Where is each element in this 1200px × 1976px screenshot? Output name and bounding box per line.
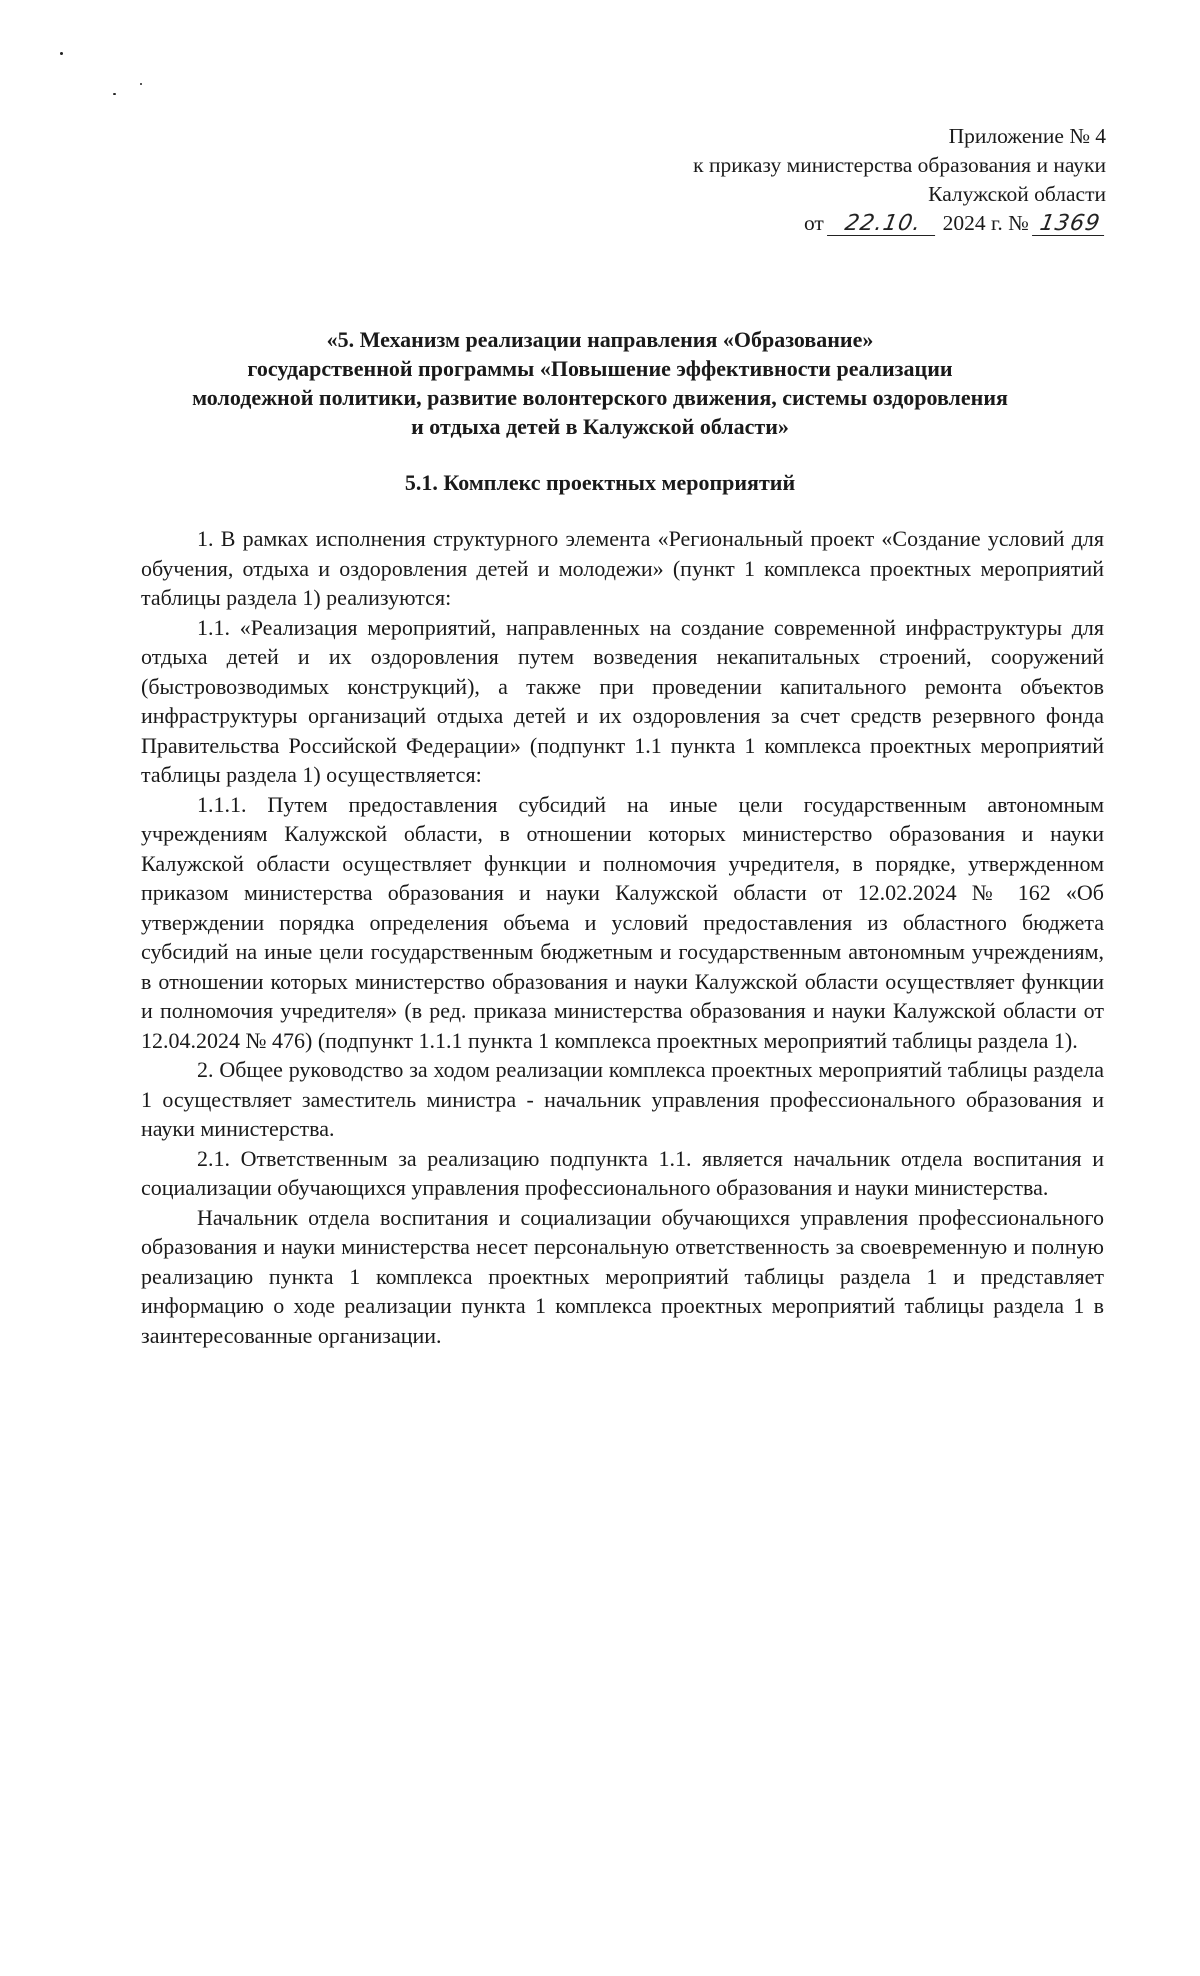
- document-body: [141, 524, 1104, 1350]
- from-label: от: [803, 211, 824, 235]
- paragraph: 1.1. «Реализация мероприятий, направленных на создание современной инфраструктуры для отдыха детей и их оздоровления путем возведения некапитальных строений, сооружений (быстровозводимых конструкций), а также при проведении капитального ремонта объектов инфраструктуры организаций отдыха детей и их оздоровления за счет средств резервного фонда Правительства Российской Федерации» (подпункт 1.1 пункта 1 комплекса проектных мероприятий таблицы раздела 1) осуществляется:: [141, 614, 1104, 787]
- handwritten-order-number: 1369: [1032, 213, 1108, 236]
- section-title: 5.1. Комплекс проектных мероприятий: [404, 470, 796, 495]
- scan-speck: [113, 93, 116, 95]
- year-label: 2024 г. №: [942, 211, 1029, 235]
- document-title: [120, 325, 1080, 441]
- paragraph: Начальник отдела воспитания и социализации обучающихся управления профессионального образования и науки министерства несет персональную ответственность за своевременную и полную реализацию пункта 1 комплекса проектных мероприятий таблицы раздела 1 и представляет информацию о ходе реализации пункта 1 комплекса проектных мероприятий таблицы раздела 1 в заинтересованные организации.: [141, 1204, 1104, 1348]
- paragraph: 1. В рамках исполнения структурного элемента «Региональный проект «Создание условий для обучения, отдыха и оздоровления детей и молодежи» (пункт 1 комплекса проектных мероприятий таблицы раздела 1) реализуются:: [141, 526, 1104, 610]
- scan-speck: [140, 83, 142, 85]
- appendix-number: Приложение № 4: [948, 124, 1106, 148]
- appendix-region: Калужской области: [928, 182, 1106, 206]
- title-line: государственной программы «Повышение эффективности реализации: [247, 356, 953, 381]
- paragraph: 1.1.1. Путем предоставления субсидий на иные цели государственным автономным учреждениям Калужской области, в отношении которых министерство образования и науки Калужской области осуществляет функции и полномочия учредителя, в порядке, утвержденном приказом министерства образования и науки Калужской области от 12.02.2024 № 162 «Об утверждении порядка определения объема и условий предоставления из областного бюджета субсидий на иные цели государственным бюджетным и государственным автономным учреждениям, в отношении которых министерство образования и науки Калужской области осуществляет функции и полномочия учредителя» (в ред. приказа министерства образования и науки Калужской области от 12.04.2024 № 476) (подпункт 1.1.1 пункта 1 комплекса проектных мероприятий таблицы раздела 1).: [141, 791, 1104, 1053]
- title-line: «5. Механизм реализации направления «Образование»: [326, 327, 874, 352]
- paragraph: 2.1. Ответственным за реализацию подпункта 1.1. является начальник отдела воспитания и социализации обучающихся управления профессионального образования и науки министерства.: [141, 1145, 1104, 1200]
- title-line: молодежной политики, развитие волонтерского движения, системы оздоровления: [192, 385, 1008, 410]
- title-line: и отдыха детей в Калужской области»: [411, 414, 789, 439]
- appendix-date-line: [693, 209, 1106, 238]
- handwritten-date: 22.10.: [827, 213, 939, 236]
- appendix-header: [693, 122, 1106, 238]
- paragraph: 2. Общее руководство за ходом реализации комплекса проектных мероприятий таблицы раздела 1 осуществляет заместитель министра - начальник управления профессионального образования и науки министерства.: [141, 1057, 1104, 1141]
- appendix-order-reference: к приказу министерства образования и науки: [693, 153, 1106, 177]
- scan-speck: [60, 52, 63, 55]
